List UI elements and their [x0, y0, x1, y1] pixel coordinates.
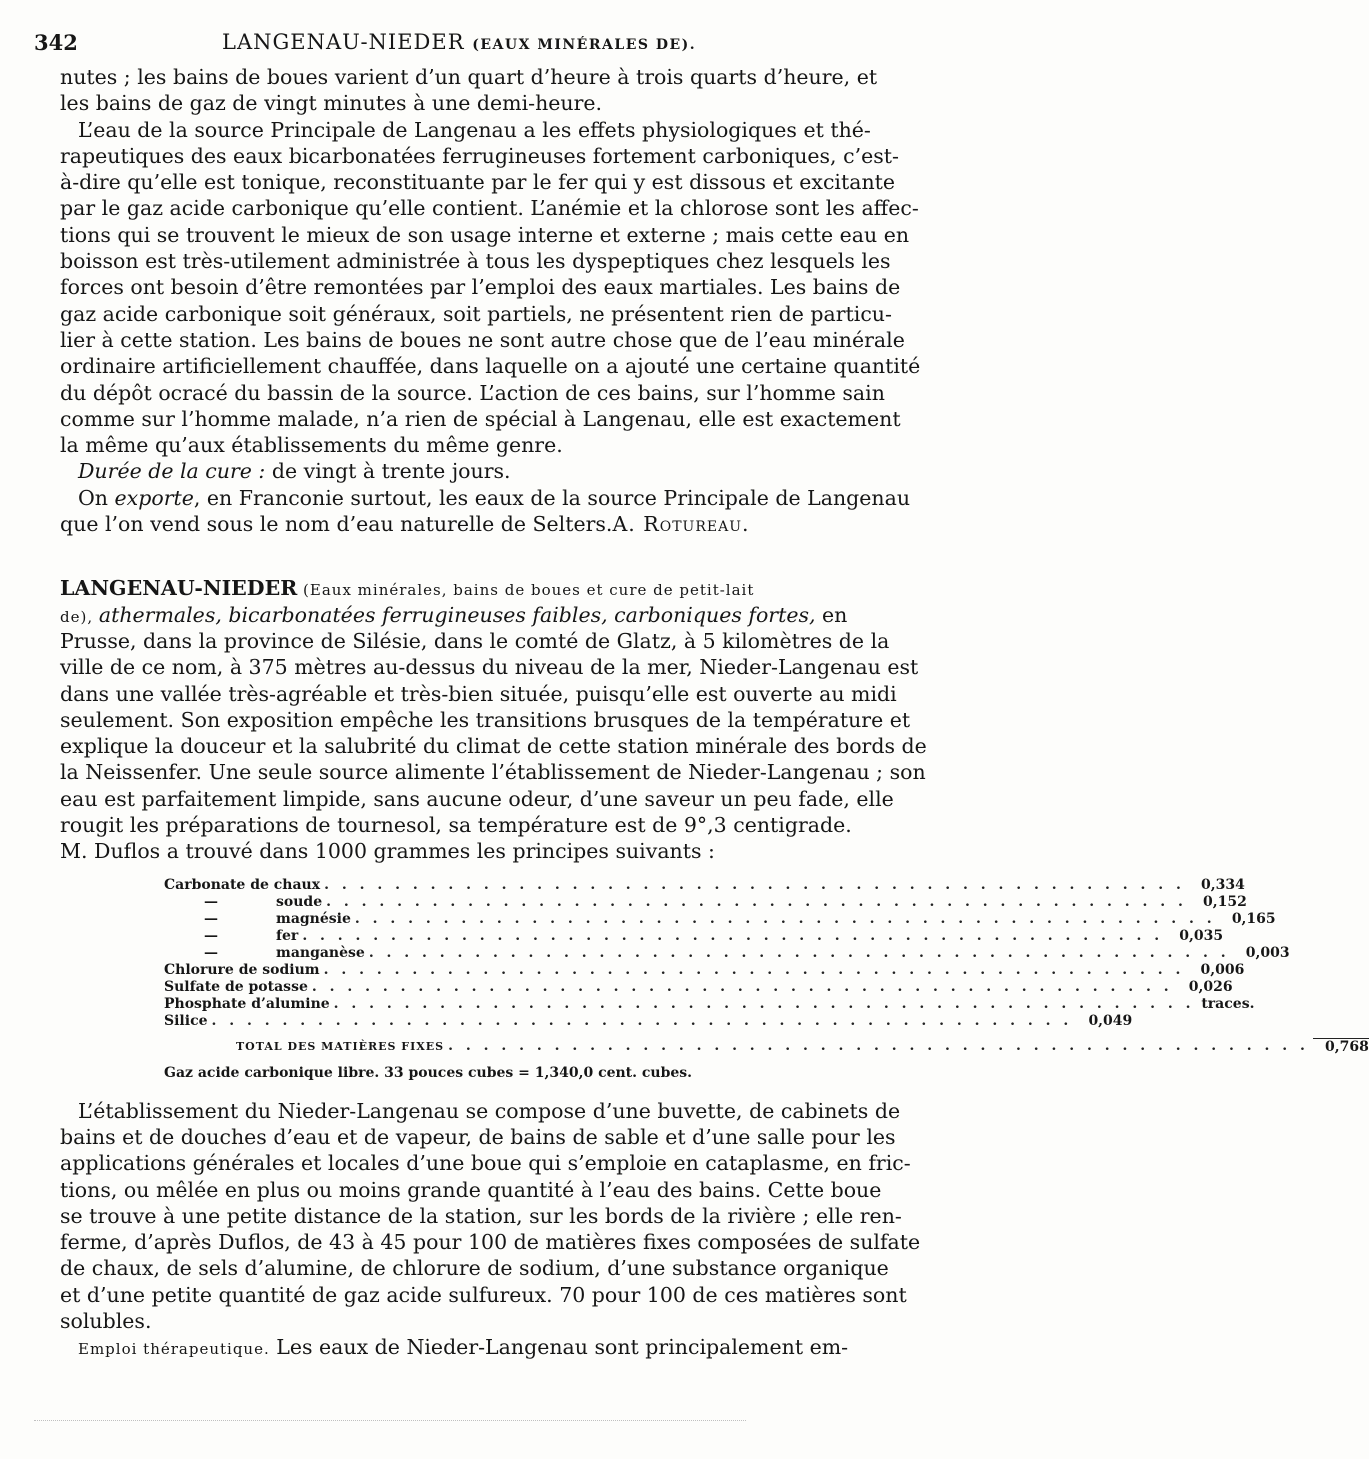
row-label-group [164, 894, 322, 911]
leader-dots [324, 962, 1185, 979]
row-label: soude [276, 893, 323, 910]
duree-text: de vingt à trente jours. [265, 459, 511, 484]
table-row [164, 927, 1224, 945]
text-line: L’eau de la source Principale de Langenau a les effets physiologiques et thé- [78, 117, 871, 142]
row-label: Phosphate d’alumine [164, 995, 330, 1012]
text-line: explique la douceur et la salubrité du climat de cette station minérale des bords de [60, 734, 927, 759]
text-line: à-dire qu’elle est tonique, reconstituante par le fer qui y est dissous et excitante [60, 170, 896, 195]
emploi-line [60, 1334, 849, 1360]
leader-dots [302, 928, 1163, 945]
page-number: 342 [34, 30, 78, 55]
article-de: de), [60, 607, 99, 626]
text-line: solubles. [60, 1308, 152, 1333]
text-line: ferme, d’après Duflos, de 43 à 45 pour 100 de matières fixes composées de sulfate [60, 1230, 921, 1255]
table-row [164, 876, 1245, 894]
running-title [222, 30, 696, 54]
total-value: 0,768 [1313, 1038, 1369, 1055]
ditto-dash: — [204, 910, 218, 927]
leader-dots [355, 911, 1216, 928]
text-line: Prusse, dans la province de Silésie, dans le comté de Glatz, à 5 kilomètres de la [60, 628, 890, 653]
article-text [60, 628, 927, 865]
ditto-dash: — [204, 927, 218, 944]
footer-rule [34, 1420, 746, 1427]
row-label: magnésie [276, 910, 351, 927]
leader-dots [448, 1038, 1309, 1055]
text-line: M. Duflos a trouvé dans 1000 grammes les principes suivants : [60, 839, 715, 864]
leader-dots [212, 1013, 1073, 1030]
row-value: 0,165 [1231, 910, 1276, 927]
ditto-dash: — [204, 893, 218, 910]
table-row [164, 978, 1233, 996]
duree-line [60, 458, 752, 484]
running-title-main: LANGENAU-NIEDER [222, 30, 465, 54]
running-header [34, 30, 766, 58]
table-row [164, 961, 1245, 979]
row-label: Sulfate de potasse [164, 978, 308, 995]
leader-dots [334, 996, 1195, 1013]
paragraph-bath-duration [60, 64, 878, 117]
table-total-row [164, 1038, 1369, 1055]
text-line: la Neissenfer. Une seule source alimente l’établissement de Nieder-Langenau ; son [60, 760, 926, 785]
table-row [164, 944, 1290, 962]
leader-dots [312, 979, 1173, 996]
row-label-group [164, 962, 320, 979]
row-label-group [164, 877, 320, 894]
text-line: applications générales et locales d’une boue qui s’emploie en cataplasme, en fric- [60, 1151, 911, 1176]
text-line: la même qu’aux établissements du même genre. [60, 433, 563, 458]
ditto-dash: — [204, 944, 218, 961]
row-value: 0,049 [1088, 1012, 1133, 1029]
text-line: rapeutiques des eaux bicarbonatées ferrugineuses fortement carboniques, c’est- [60, 143, 899, 168]
row-label-group [164, 911, 351, 928]
running-title-paren: (EAUX MINÉRALES DE). [472, 37, 697, 53]
row-label: Silice [164, 1012, 208, 1029]
row-value: 0,003 [1245, 944, 1290, 961]
text-line: et d’une petite quantité de gaz acide sulfureux. 70 pour 100 de ces matières sont [60, 1282, 907, 1307]
text-line: L’établissement du Nieder-Langenau se compose d’une buvette, de cabinets de [78, 1098, 901, 1123]
row-value: 0,152 [1203, 893, 1247, 910]
table-row [164, 995, 1255, 1013]
duree-label: Durée de la cure : [78, 459, 266, 484]
text-line: gaz acide carbonique soit généraux, soit partiels, ne présentent rien de particu- [60, 301, 892, 326]
article-en: en [815, 602, 848, 627]
row-label-group [164, 1013, 208, 1030]
paragraph-establishment [60, 1098, 921, 1335]
export-rest: , en Franconie surtout, les eaux de la source Principale de Langenau [193, 485, 911, 510]
text-line: par le gaz acide carbonique qu’elle contient. L’anémie et la chlorose sont les affec- [60, 196, 919, 221]
text-line: boisson est très-utilement administrée à tous les dyspeptiques chez lesquels les [60, 249, 891, 274]
text-line: du dépôt ocracé du bassin de la source. L’action de ces bains, sur l’homme sain [60, 380, 885, 405]
text-line: tions qui se trouvent le mieux de son usage interne et externe ; mais cette eau en [60, 222, 910, 247]
text-line: ordinaire artificiellement chauffée, dans laquelle on a ajouté une certaine quantité [60, 354, 921, 379]
author-signature: A. Rotureau. [612, 512, 750, 537]
text-line: nutes ; les bains de boues varient d’un quart d’heure à trois quarts d’heure, et [60, 65, 878, 89]
row-label-group [164, 945, 365, 962]
text-line: dans une vallée très-agréable et très-bien située, puisqu’elle est ouverte au midi [60, 681, 897, 706]
leader-dots [324, 877, 1185, 894]
text-line: eau est parfaitement limpide, sans aucune odeur, d’une saveur un peu fade, elle [60, 786, 894, 811]
gas-line: Gaz acide carbonique libre. 33 pouces cubes = 1,340,0 cent. cubes. [164, 1064, 693, 1081]
row-value: 0,006 [1200, 961, 1245, 978]
leader-dots [369, 945, 1230, 962]
text-line: se trouve à une petite distance de la station, sur les bords de la rivière ; elle ren- [60, 1203, 902, 1228]
text-line: de chaux, de sels d’alumine, de chlorure de sodium, d’une substance organique [60, 1256, 889, 1281]
export-line [60, 485, 911, 511]
row-label-group [164, 979, 308, 996]
article-title: LANGENAU-NIEDER [60, 576, 298, 601]
leader-dots [326, 894, 1187, 911]
page-body [60, 64, 1369, 1361]
text-line: bains et de douches d’eau et de vapeur, de bains de sable et d’une salle pour les [60, 1124, 896, 1149]
row-label: manganèse [276, 944, 365, 961]
text-line: forces ont besoin d’être remontées par l’emploi des eaux martiales. Les bains de [60, 275, 901, 300]
article-classification: athermales, bicarbonatées ferrugineuses faibles, carboniques fortes, [98, 602, 816, 627]
row-label: fer [276, 927, 299, 944]
text-line: les bains de gaz de vingt minutes à une demi-heure. [60, 91, 603, 116]
article-subtitle: (Eaux minérales, bains de boues et cure de petit-lait [297, 581, 755, 600]
composition-table [164, 876, 1369, 1082]
row-value: 0,026 [1188, 978, 1233, 995]
row-value: 0,035 [1179, 927, 1224, 944]
table-row [164, 1012, 1133, 1030]
article-line-1 [60, 575, 755, 601]
text-line: seulement. Son exposition empêche les transitions brusques de la température et [60, 707, 911, 732]
row-label-group [164, 996, 330, 1013]
article-line-2 [60, 602, 848, 628]
text-line: ville de ce nom, à 375 mètres au-dessus du niveau de la mer, Nieder-Langenau est [60, 655, 919, 680]
export-line2-text: que l’on vend sous le nom d’eau naturelle de Selters. [60, 512, 613, 537]
row-label: Chlorure de sodium [164, 961, 320, 978]
emploi-label: Emploi thérapeutique. [78, 1340, 270, 1359]
text-line: rougit les préparations de tournesol, sa température est de 9°,3 centigrade. [60, 813, 852, 838]
export-prefix: On [78, 485, 115, 510]
export-line-2 [60, 511, 752, 537]
table-row [164, 893, 1247, 911]
export-italic: exporte [114, 485, 194, 510]
text-line: lier à cette station. Les bains de boues ne sont autre chose que de l’eau minérale [60, 327, 905, 352]
total-label: TOTAL DES MATIÈRES FIXES [236, 1039, 445, 1053]
row-label: Carbonate de chaux [164, 876, 321, 893]
row-label-group [164, 928, 298, 945]
table-row [164, 910, 1276, 928]
row-value: 0,334 [1201, 876, 1245, 893]
emploi-text: Les eaux de Nieder-Langenau sont principalement em- [269, 1335, 849, 1360]
row-value: traces. [1201, 995, 1255, 1012]
paragraph-effects [60, 117, 921, 459]
text-line: tions, ou mêlée en plus ou moins grande quantité à l’eau des bains. Cette boue [60, 1177, 882, 1202]
text-line: comme sur l’homme malade, n’a rien de spécial à Langenau, elle est exactement [60, 406, 901, 431]
